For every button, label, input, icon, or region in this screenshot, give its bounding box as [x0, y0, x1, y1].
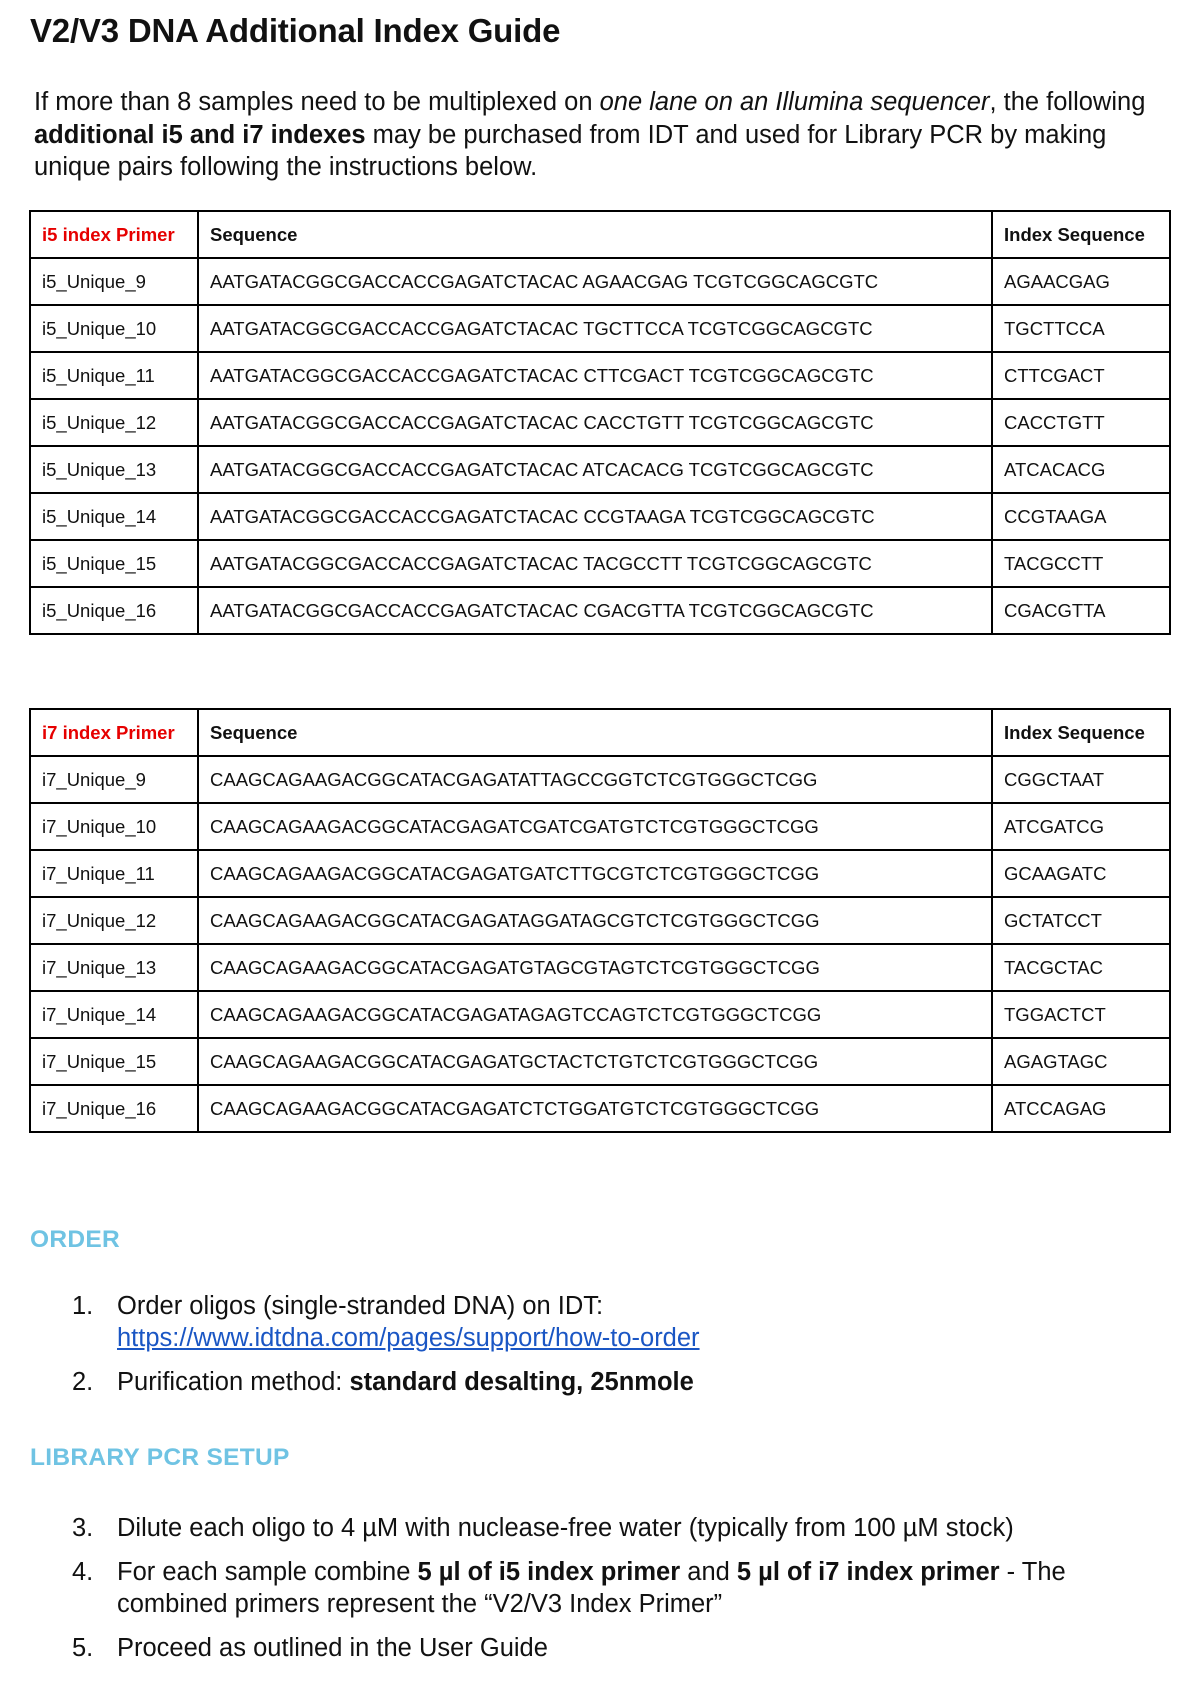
column-header-primer: i5 index Primer — [30, 211, 198, 258]
table-row — [30, 399, 1170, 446]
sequence-cell: AATGATACGGCGACCACCGAGATCTACAC CACCTGTT TCGTCGGCAGCGTC — [198, 399, 992, 446]
index-sequence-cell: CTTCGACT — [992, 352, 1170, 399]
intro-text: If more than 8 samples need to be multiplexed on — [34, 88, 600, 116]
intro-bold-text: additional i5 and i7 indexes — [34, 120, 366, 149]
primer-name-cell: i5_Unique_11 — [30, 352, 198, 399]
table-row — [30, 587, 1170, 634]
step-number: 3. — [72, 1514, 94, 1542]
primer-name-cell: i7_Unique_15 — [30, 1038, 198, 1085]
sequence-cell: AATGATACGGCGACCACCGAGATCTACAC AGAACGAG TCGTCGGCAGCGTC — [198, 258, 992, 305]
step-text-content: - The combined primers represent the “V2/V3 Index Primer” — [117, 1558, 1066, 1618]
table-row — [30, 1085, 1170, 1132]
step-number: 4. — [72, 1558, 94, 1586]
sequence-cell: AATGATACGGCGACCACCGAGATCTACAC TGCTTCCA TCGTCGGCAGCGTC — [198, 305, 992, 352]
sequence-cell: AATGATACGGCGACCACCGAGATCTACAC CTTCGACT TCGTCGGCAGCGTC — [198, 352, 992, 399]
sequence-cell: CAAGCAGAAGACGGCATACGAGATGCTACTCTGTCTCGTGGGCTCGG — [198, 1038, 992, 1085]
primer-name-cell: i7_Unique_16 — [30, 1085, 198, 1132]
table-header-row — [30, 211, 1170, 258]
primer-name-cell: i5_Unique_16 — [30, 587, 198, 634]
primer-name-cell: i7_Unique_12 — [30, 897, 198, 944]
i7-index-table — [29, 708, 1171, 1133]
sequence-cell: AATGATACGGCGACCACCGAGATCTACAC CCGTAAGA TCGTCGGCAGCGTC — [198, 493, 992, 540]
index-sequence-cell: CCGTAAGA — [992, 493, 1170, 540]
table-row — [30, 991, 1170, 1038]
step-text-content: For each sample combine — [117, 1558, 418, 1586]
primer-name-cell: i5_Unique_12 — [30, 399, 198, 446]
sequence-cell: CAAGCAGAAGACGGCATACGAGATGATCTTGCGTCTCGTGGGCTCGG — [198, 850, 992, 897]
sequence-cell: CAAGCAGAAGACGGCATACGAGATCGATCGATGTCTCGTGGGCTCGG — [198, 803, 992, 850]
index-sequence-cell: TGGACTCT — [992, 991, 1170, 1038]
index-sequence-cell: ATCACACG — [992, 446, 1170, 493]
sequence-cell: AATGATACGGCGACCACCGAGATCTACAC ATCACACG TCGTCGGCAGCGTC — [198, 446, 992, 493]
index-sequence-cell: GCTATCCT — [992, 897, 1170, 944]
table-row — [30, 540, 1170, 587]
table-row — [30, 305, 1170, 352]
table-row — [30, 850, 1170, 897]
primer-name-cell: i7_Unique_14 — [30, 991, 198, 1038]
sequence-cell: CAAGCAGAAGACGGCATACGAGATAGGATAGCGTCTCGTGGGCTCGG — [198, 897, 992, 944]
i5-index-table — [29, 210, 1171, 635]
index-sequence-cell: TACGCTAC — [992, 944, 1170, 991]
sequence-cell: CAAGCAGAAGACGGCATACGAGATATTAGCCGGTCTCGTGGGCTCGG — [198, 756, 992, 803]
purification-method-value: standard desalting, 25nmole — [349, 1368, 694, 1396]
step-number: 2. — [72, 1368, 94, 1396]
primer-name-cell: i7_Unique_13 — [30, 944, 198, 991]
i5-volume-text: 5 µl of i5 index primer — [417, 1558, 681, 1586]
table-header-row — [30, 709, 1170, 756]
library-pcr-setup-heading: LIBRARY PCR SETUP — [30, 1444, 290, 1471]
intro-text: may be purchased from IDT and used for Library PCR by making unique pairs following the instructions below. — [34, 120, 1107, 181]
column-header-sequence: Sequence — [198, 709, 992, 756]
sequence-cell: CAAGCAGAAGACGGCATACGAGATAGAGTCCAGTCTCGTGGGCTCGG — [198, 991, 992, 1038]
table-row — [30, 897, 1170, 944]
column-header-primer: i7 index Primer — [30, 709, 198, 756]
index-sequence-cell: CACCTGTT — [992, 399, 1170, 446]
index-sequence-cell: ATCCAGAG — [992, 1085, 1170, 1132]
primer-name-cell: i5_Unique_15 — [30, 540, 198, 587]
step-number: 5. — [72, 1634, 94, 1662]
step-text-content: Purification method: — [117, 1368, 350, 1396]
column-header-index-sequence: Index Sequence — [992, 211, 1170, 258]
table-row — [30, 756, 1170, 803]
sequence-cell: CAAGCAGAAGACGGCATACGAGATGTAGCGTAGTCTCGTGGGCTCGG — [198, 944, 992, 991]
table-row — [30, 446, 1170, 493]
primer-name-cell: i5_Unique_13 — [30, 446, 198, 493]
intro-paragraph — [34, 86, 1154, 184]
order-heading: ORDER — [30, 1226, 120, 1253]
sequence-cell: AATGATACGGCGACCACCGAGATCTACAC TACGCCTT TCGTCGGCAGCGTC — [198, 540, 992, 587]
step-text: Proceed as outlined in the User Guide — [117, 1634, 548, 1662]
i7-volume-text: 5 µl of i7 index primer — [736, 1558, 1000, 1586]
intro-text: , the following — [989, 88, 1146, 116]
index-sequence-cell: GCAAGATC — [992, 850, 1170, 897]
step-text: Dilute each oligo to 4 µM with nuclease-free water (typically from 100 µM stock) — [117, 1514, 1014, 1542]
step-text-content: Order oligos (single-stranded DNA) on IDT: — [117, 1292, 604, 1320]
column-header-sequence: Sequence — [198, 211, 992, 258]
index-sequence-cell: TGCTTCCA — [992, 305, 1170, 352]
document-title: V2/V3 DNA Additional Index Guide — [30, 12, 561, 49]
idt-order-link[interactable]: https://www.idtdna.com/pages/support/how-to-order — [117, 1324, 700, 1352]
intro-italic-text: one lane on an Illumina sequencer — [599, 88, 990, 116]
index-sequence-cell: AGAGTAGC — [992, 1038, 1170, 1085]
step-text — [117, 1556, 1147, 1620]
index-sequence-cell: TACGCCTT — [992, 540, 1170, 587]
primer-name-cell: i7_Unique_10 — [30, 803, 198, 850]
table-row — [30, 944, 1170, 991]
index-sequence-cell: CGGCTAAT — [992, 756, 1170, 803]
sequence-cell: AATGATACGGCGACCACCGAGATCTACAC CGACGTTA TCGTCGGCAGCGTC — [198, 587, 992, 634]
column-header-index-sequence: Index Sequence — [992, 709, 1170, 756]
table-row — [30, 493, 1170, 540]
sequence-cell: CAAGCAGAAGACGGCATACGAGATCTCTGGATGTCTCGTGGGCTCGG — [198, 1085, 992, 1132]
step-text — [117, 1366, 1147, 1398]
index-sequence-cell: AGAACGAG — [992, 258, 1170, 305]
step-number: 1. — [72, 1292, 94, 1320]
primer-name-cell: i5_Unique_10 — [30, 305, 198, 352]
index-sequence-cell: CGACGTTA — [992, 587, 1170, 634]
primer-name-cell: i5_Unique_9 — [30, 258, 198, 305]
table-row — [30, 352, 1170, 399]
table-row — [30, 258, 1170, 305]
step-text-content: and — [680, 1558, 737, 1586]
primer-name-cell: i5_Unique_14 — [30, 493, 198, 540]
table-row — [30, 1038, 1170, 1085]
primer-name-cell: i7_Unique_11 — [30, 850, 198, 897]
table-row — [30, 803, 1170, 850]
step-text — [117, 1290, 1147, 1354]
primer-name-cell: i7_Unique_9 — [30, 756, 198, 803]
index-sequence-cell: ATCGATCG — [992, 803, 1170, 850]
